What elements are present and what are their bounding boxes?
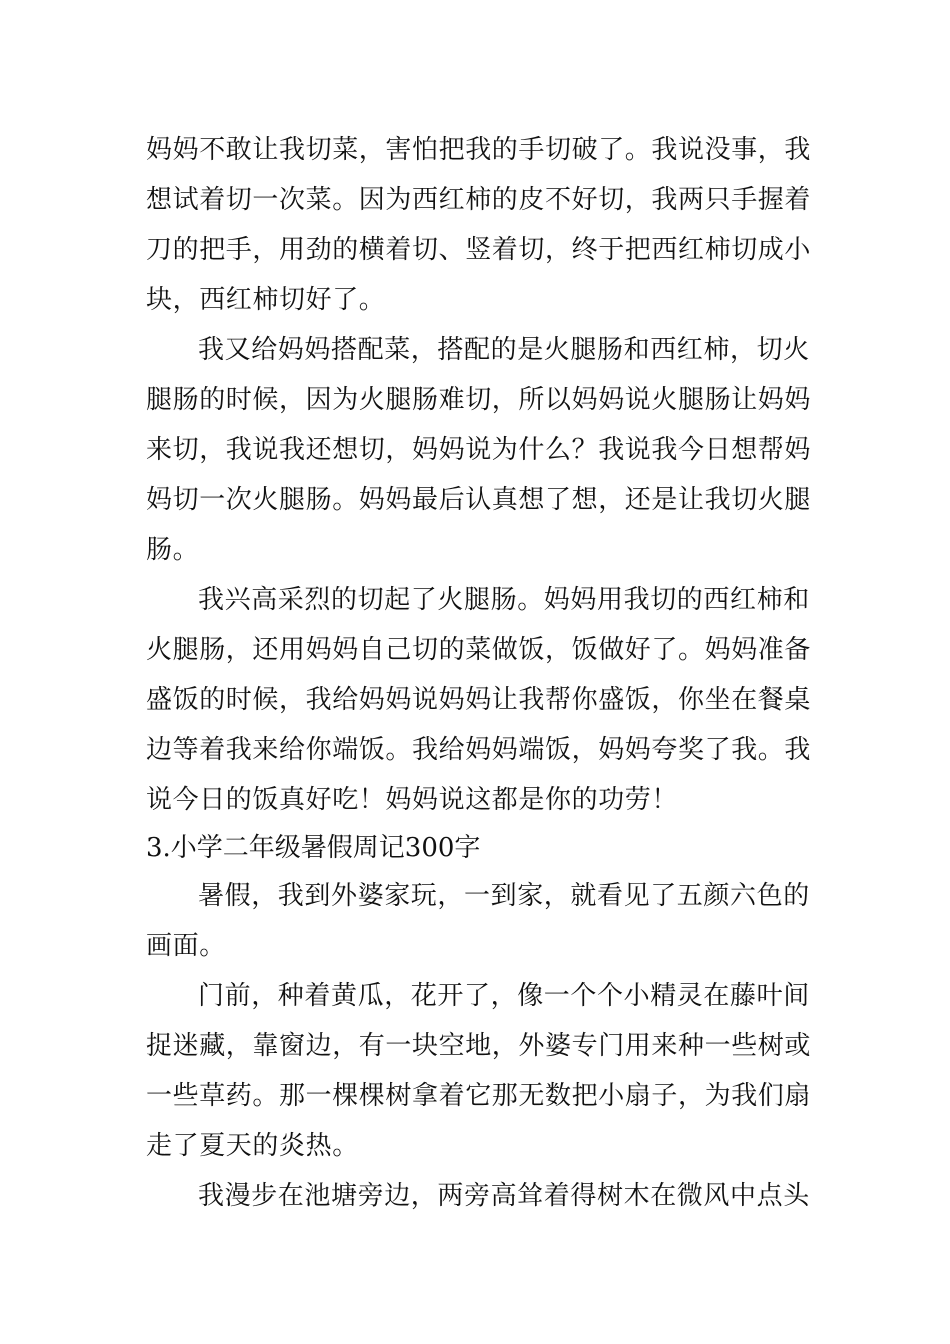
text-line: 一些草药。那一棵棵树拿着它那无数把小扇子，为我们扇 [146, 1081, 812, 1111]
section-heading: 3.小学二年级暑假周记300字 [146, 833, 481, 863]
text-line: 刀的把手，用劲的横着切、竖着切，终于把西红柿切成小 [146, 235, 812, 265]
paragraph-first-line: 暑假，我到外婆家玩，一到家，就看见了五颜六色的 [198, 881, 810, 911]
text-line: 火腿肠，还用妈妈自己切的菜做饭，饭做好了。妈妈准备 [146, 635, 812, 665]
text-line: 想试着切一次菜。因为西红柿的皮不好切，我两只手握着 [146, 185, 812, 215]
text-line: 腿肠的时候，因为火腿肠难切，所以妈妈说火腿肠让妈妈 [146, 385, 812, 415]
text-line: 盛饭的时候，我给妈妈说妈妈让我帮你盛饭，你坐在餐桌 [146, 685, 812, 715]
text-line: 走了夏天的炎热。 [146, 1131, 359, 1161]
text-line: 肠。 [146, 535, 200, 565]
paragraph-first-line: 门前，种着黄瓜，花开了，像一个个小精灵在藤叶间 [198, 981, 810, 1011]
text-line: 妈切一次火腿肠。妈妈最后认真想了想，还是让我切火腿 [146, 485, 812, 515]
text-line: 来切，我说我还想切，妈妈说为什么？我说我今日想帮妈 [146, 435, 812, 465]
text-line: 块，西红柿切好了。 [146, 285, 386, 315]
text-line: 边等着我来给你端饭。我给妈妈端饭，妈妈夸奖了我。我 [146, 735, 812, 765]
paragraph-first-line: 我漫步在池塘旁边，两旁高耸着得树木在微风中点头 [198, 1181, 810, 1211]
text-line: 妈妈不敢让我切菜，害怕把我的手切破了。我说没事，我 [146, 135, 812, 165]
paragraph-first-line: 我兴高采烈的切起了火腿肠。妈妈用我切的西红柿和 [198, 585, 810, 615]
text-line: 捉迷藏，靠窗边，有一块空地，外婆专门用来种一些树或 [146, 1031, 812, 1061]
text-line: 画面。 [146, 931, 226, 961]
paragraph-first-line: 我又给妈妈搭配菜，搭配的是火腿肠和西红柿，切火 [198, 335, 810, 365]
text-line: 说今日的饭真好吃！妈妈说这都是你的功劳！ [146, 785, 679, 815]
